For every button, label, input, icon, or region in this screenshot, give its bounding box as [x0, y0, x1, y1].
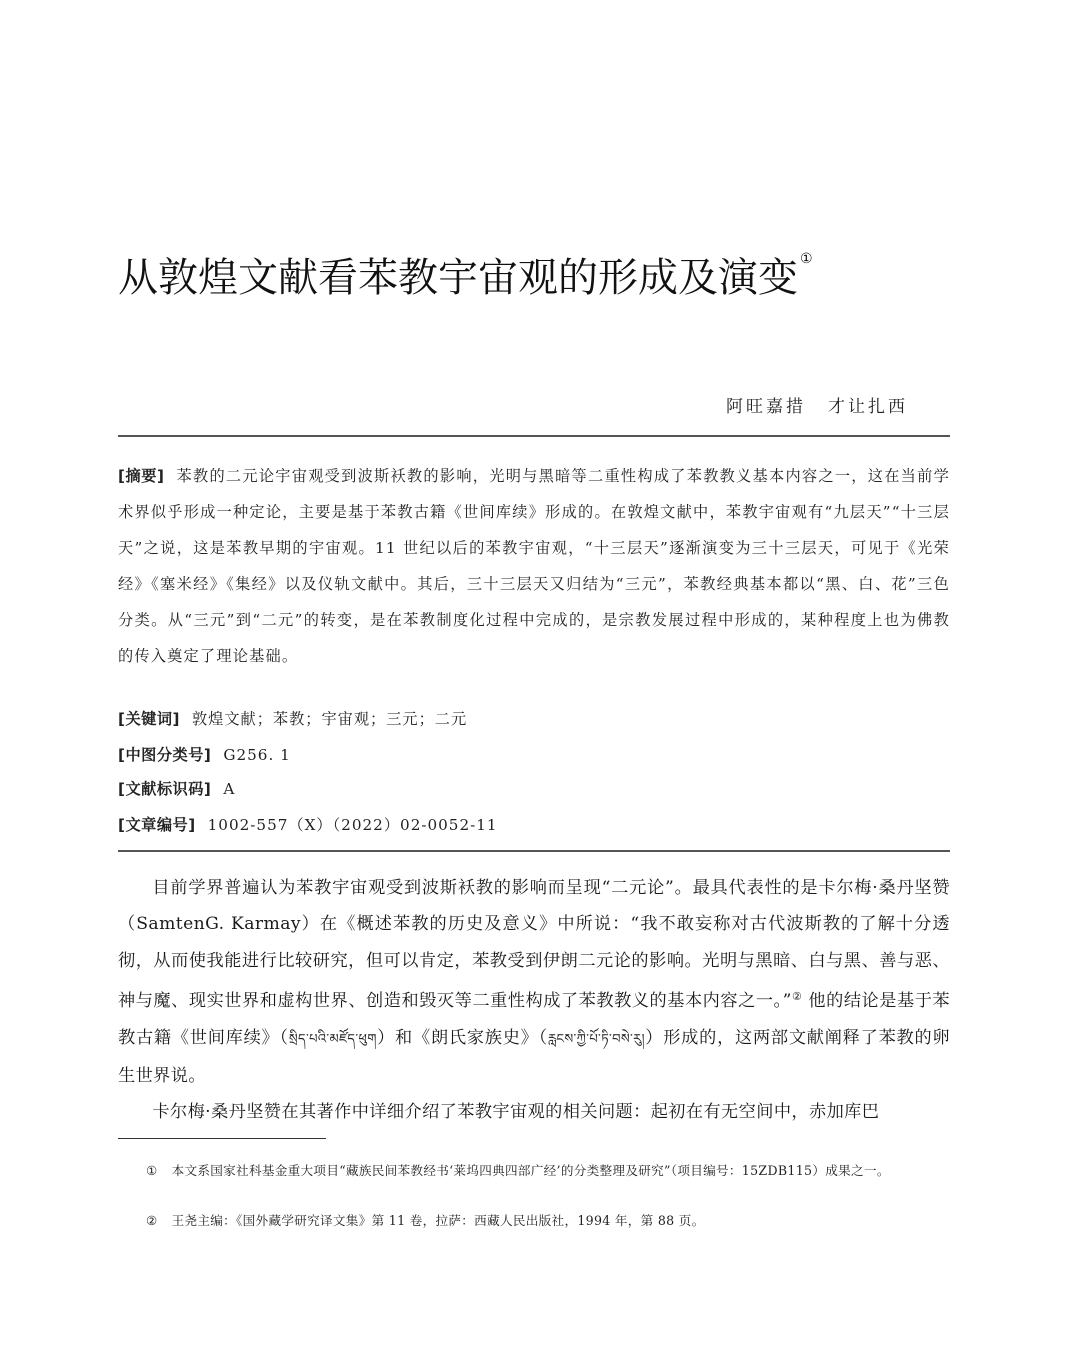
author-2: 才让扎西: [828, 397, 908, 417]
footnote-2: [118, 1208, 950, 1234]
paragraph-1-part-d: ）形成的，这两部文献阐释了苯教的卵生世界说。: [118, 1027, 950, 1087]
footnote-ref-2: ②: [791, 990, 803, 1004]
keywords-label: [关键词]: [118, 710, 180, 728]
footnote-1-text: 本文系国家社科基金重大项目“藏族民间苯教经书‘莱坞四典四部广经’的分类整理及研究”（项目编号：15ZDB115）成果之一。: [171, 1163, 890, 1178]
body-text: [118, 870, 950, 1131]
divider-top: [118, 435, 950, 437]
abstract-text: 苯教的二元论宇宙观受到波斯袄教的影响，光明与黑暗等二重性构成了苯教教义基本内容之一，这在当前学术界似乎形成一种定论，主要是基于苯教古籍《世间库续》形成的。在敦煌文献中，苯教宇宙观有“九层天”“十三层天”之说，这是苯教早期的宇宙观。11 世纪以后的苯教宇宙观，“十三层天”逐渐演变为三十三层天，可见于《光荣经》《塞米经》《集经》以及仪轨文献中。其后，三十三层天又归结为“三元”，苯教经典基本都以“黑、白、花”三色分类。从“三元”到“二元”的转变，是在苯教制度化过程中完成的，是宗教发展过程中形成的，某种程度上也为佛教的传入奠定了理论基础。: [118, 467, 950, 665]
clc-text: G256. 1: [223, 746, 291, 764]
paragraph-1-part-a: 目前学界普遍认为苯教宇宙观受到波斯袄教的影响而呈现“二元论”。最具代表性的是卡尔梅·桑丹坚赞（SamtenG. Karmay）在《概述苯教的历史及意义》中所说：“我不敢妄称对古代波斯教的了解十分透彻，从而使我能进行比较研究，但可以肯定，苯教受到伊朗二元论的影响。光明与黑暗、白与黑、善与恶、神与魔、现实世界和虚构世界、创造和毁灭等二重性构成了苯教教义的基本内容之一。”: [118, 878, 950, 1012]
footnote-2-number: ②: [146, 1213, 158, 1228]
paragraph-2: 卡尔梅·桑丹坚赞在其著作中详细介绍了苯教宇宙观的相关问题：起初在有无空间中，赤加库巴: [152, 1102, 880, 1123]
divider-middle: [118, 850, 950, 852]
footnote-1-number: ①: [146, 1163, 158, 1178]
paragraph-1-part-c: ）和《朗氏家族史》（: [376, 1027, 548, 1048]
keywords: [118, 705, 950, 733]
keywords-text: 敦煌文献；苯教；宇宙观；三元；二元: [191, 710, 468, 728]
footnote-1: [118, 1158, 950, 1184]
clc-number: [118, 741, 950, 769]
paragraph-1-part-b: 他的结论是基于苯教古籍《世间库续》（: [118, 991, 950, 1048]
abstract: [118, 458, 950, 674]
authors: [726, 393, 908, 421]
tibetan-title-1: སྲིད་པའི་མཛོད་ཕུག: [288, 1031, 377, 1047]
paragraph-1: [118, 870, 950, 1094]
document-code: [118, 775, 950, 803]
tibetan-title-2: རླངས་ཀྱི་པོ་ཏི་བསེ་རུ།: [547, 1031, 645, 1047]
title-text: 从敦煌文献看苯教宇宙观的形成及演变: [118, 255, 798, 301]
doc-code-label: [文献标识码]: [118, 780, 212, 798]
abstract-label: [摘要]: [118, 467, 165, 485]
author-1: 阿旺嘉措: [726, 397, 806, 417]
article-title: [118, 225, 978, 312]
clc-label: [中图分类号]: [118, 746, 212, 764]
footnote-divider: [118, 1138, 326, 1139]
article-number: [118, 811, 950, 839]
article-no-label: [文章编号]: [118, 816, 196, 834]
title-footnote-marker: ①: [800, 251, 813, 267]
doc-code-text: A: [223, 780, 236, 798]
article-no-text: 1002-557（X）（2022）02-0052-11: [207, 816, 498, 834]
footnote-2-text: 王尧主编：《国外藏学研究译文集》第 11 卷，拉萨：西藏人民出版社，1994 年，第 88 页。: [171, 1213, 705, 1228]
